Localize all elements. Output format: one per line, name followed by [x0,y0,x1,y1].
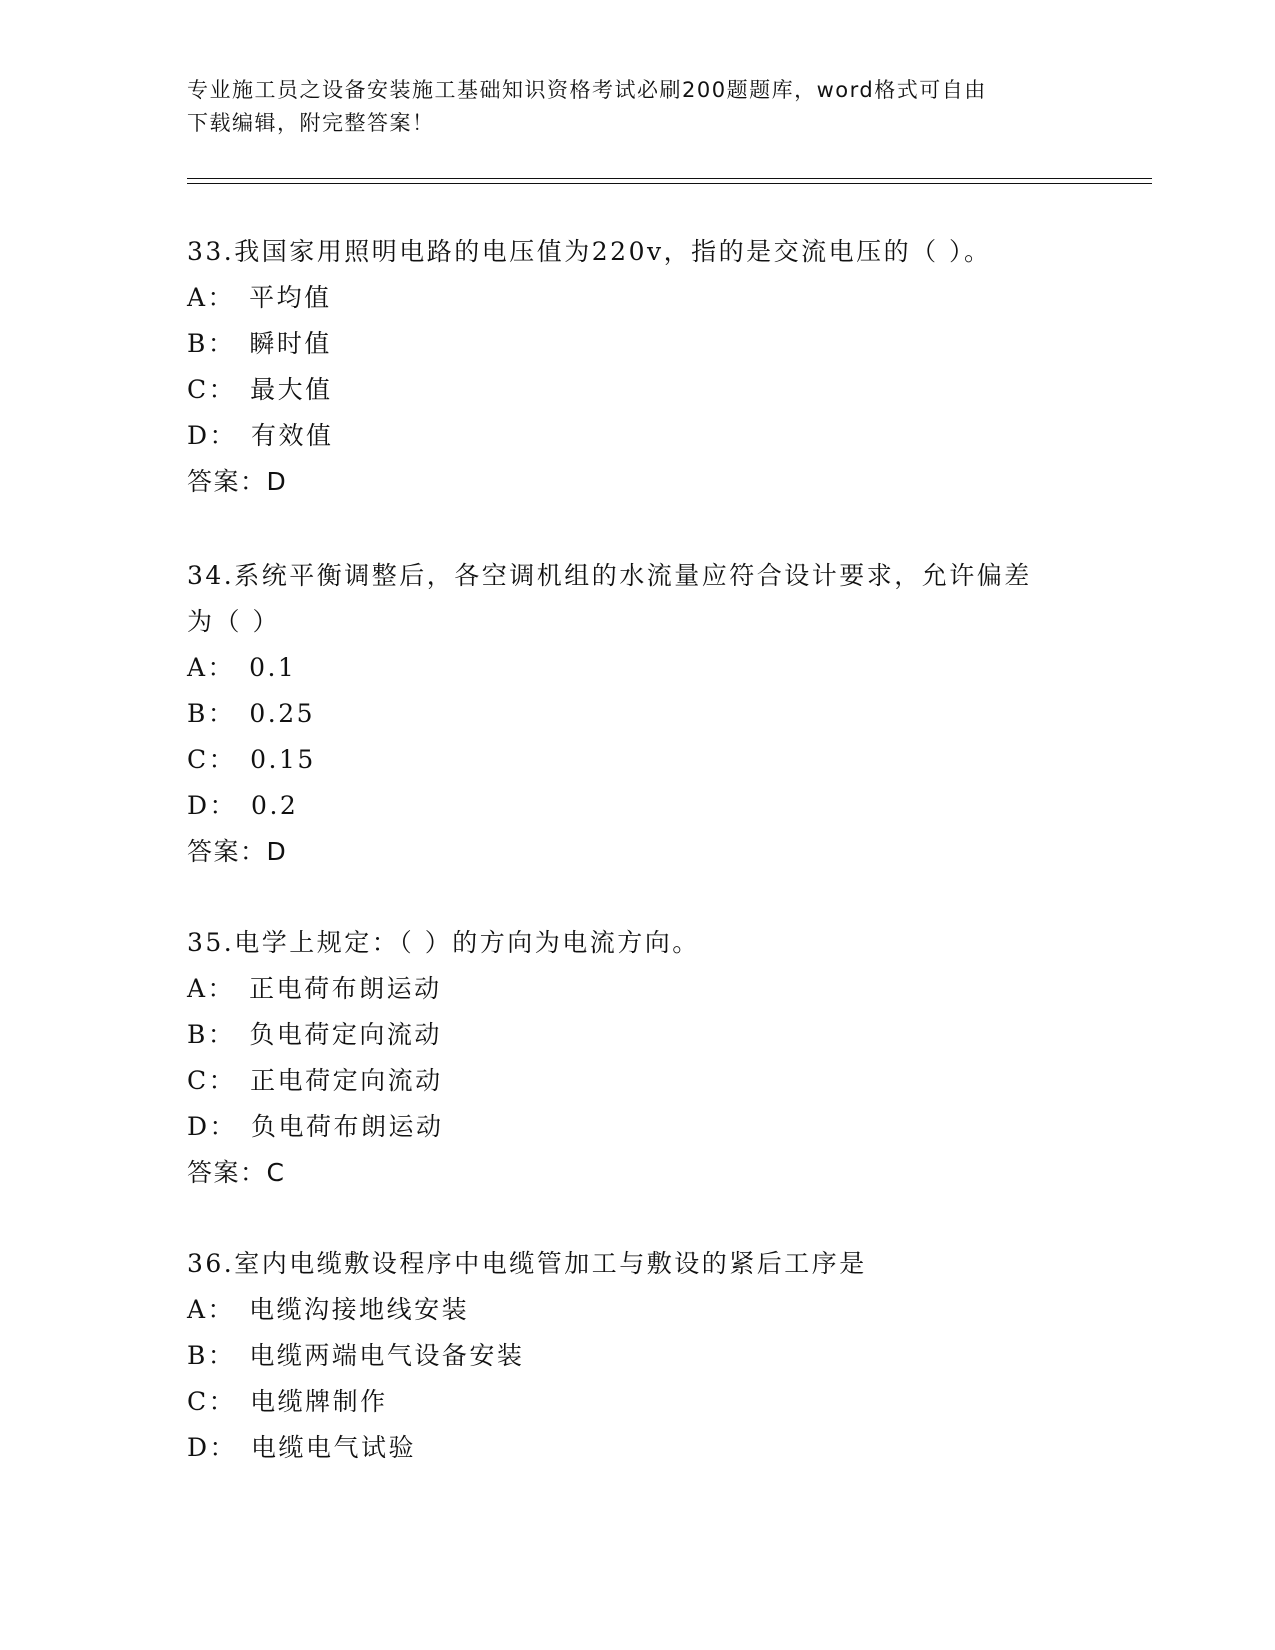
option-key: A： [187,974,236,1003]
option-text: 负电荷定向流动 [249,1020,442,1049]
answer-line: 答案：D [187,467,288,496]
option-a [187,275,1087,321]
option-text: 有效值 [251,421,334,450]
option-a [187,966,1087,1012]
option-text: 0.15 [250,745,316,774]
header-line-2: 下载编辑，附完整答案！ [187,111,435,135]
option-b [187,321,1087,367]
question-stem [187,229,1087,275]
option-text: 正电荷定向流动 [250,1066,443,1095]
question-number: 35. [187,928,235,957]
question-33 [187,229,1087,505]
header-line-1: 专业施工员之设备安装施工基础知识资格考试必刷200题题库，word格式可自由 [187,78,987,102]
question-stem [187,1241,1087,1287]
option-d [187,1104,1087,1150]
option-key: B： [187,1341,236,1370]
question-36 [187,1241,1087,1471]
question-35 [187,920,1087,1196]
option-text: 0.2 [251,791,299,820]
option-b [187,1012,1087,1058]
option-key: C： [187,745,237,774]
option-text: 电缆电气试验 [251,1433,417,1462]
option-text: 瞬时值 [249,329,332,358]
question-number: 33. [187,237,235,266]
option-c [187,367,1087,413]
option-d [187,783,1087,829]
option-key: C： [187,1387,237,1416]
option-c [187,737,1087,783]
answer-line: 答案：C [187,1158,286,1187]
option-text: 正电荷布朗运动 [249,974,442,1003]
question-number: 36. [187,1249,235,1278]
option-key: C： [187,1066,237,1095]
option-key: B： [187,329,236,358]
option-key: C： [187,375,237,404]
question-number: 34. [187,561,235,590]
question-stem [187,920,1087,966]
option-d [187,1425,1087,1471]
document-header [187,74,1067,140]
question-stem-continued: 为（ ） [187,607,280,636]
option-text: 电缆沟接地线安装 [249,1295,470,1324]
question-stem [187,553,1087,599]
option-b [187,691,1087,737]
answer-line: 答案：D [187,837,288,866]
option-key: D： [187,1433,238,1462]
header-divider-bottom [187,183,1152,184]
option-key: B： [187,1020,236,1049]
option-d [187,413,1087,459]
question-stem-text: 系统平衡调整后，各空调机组的水流量应符合设计要求，允许偏差 [234,561,1032,590]
question-stem-text: 我国家用照明电路的电压值为220v，指的是交流电压的（ ）。 [234,237,992,266]
option-text: 电缆牌制作 [250,1387,388,1416]
question-stem-text: 电学上规定：（ ）的方向为电流方向。 [234,928,700,957]
option-key: A： [187,653,236,682]
option-a [187,1287,1087,1333]
option-key: D： [187,421,238,450]
option-key: A： [187,283,236,312]
option-key: D： [187,791,238,820]
option-c [187,1379,1087,1425]
option-text: 电缆两端电气设备安装 [249,1341,525,1370]
option-key: A： [187,1295,236,1324]
option-c [187,1058,1087,1104]
header-divider-top [187,178,1152,179]
option-text: 最大值 [250,375,333,404]
option-key: B： [187,699,236,728]
option-a [187,645,1087,691]
option-text: 负电荷布朗运动 [251,1112,444,1141]
option-key: D： [187,1112,238,1141]
option-text: 0.1 [249,653,297,682]
option-b [187,1333,1087,1379]
option-text: 平均值 [249,283,332,312]
question-stem-text: 室内电缆敷设程序中电缆管加工与敷设的紧后工序是 [234,1249,867,1278]
question-34 [187,553,1087,875]
option-text: 0.25 [249,699,316,728]
